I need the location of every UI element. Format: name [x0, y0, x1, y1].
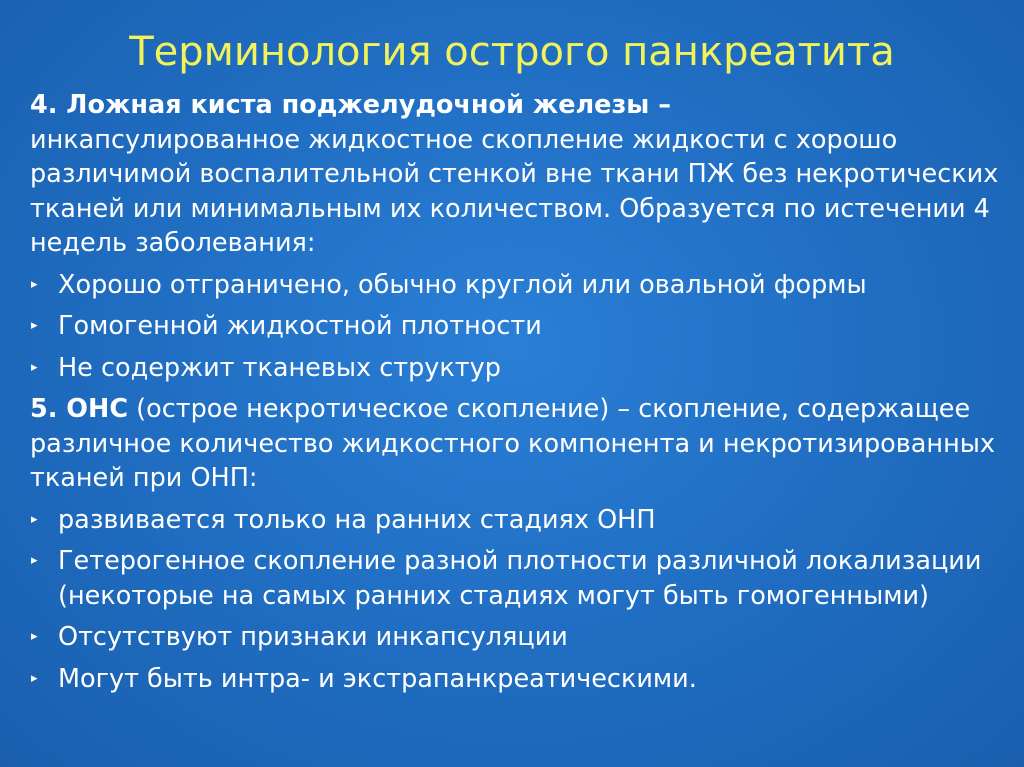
bullet-text: Хорошо отграничено, обычно круглой или овальной формы: [58, 269, 867, 300]
bullet-text: Гетерогенное скопление разной плотности различной локализации (некоторые на самых ранних стадиях могут быть гомогенными): [58, 546, 982, 611]
bullet-text: Не содержит тканевых структур: [58, 352, 501, 383]
bullet-arrow-icon: ▸: [31, 553, 38, 568]
bullet-arrow-icon: ▸: [31, 359, 38, 375]
bullet-arrow-icon: ▸: [31, 511, 38, 527]
bullet-arrow-icon: ▸: [31, 318, 38, 333]
list-item: [30, 351, 1005, 386]
bullet-arrow-icon: ▸: [31, 629, 38, 644]
heading-dash: –: [649, 90, 671, 120]
section-text-pseudocyst: инкапсулированное жидкостное скопление жидкости с хорошо различимой воспалительной стенкой вне ткани ПЖ без некротических тканей или минимальным их количеством. Образуется по истечении 4 недель заболевания:: [30, 124, 999, 258]
list-item: [30, 620, 1005, 655]
section-ons: [30, 392, 1005, 496]
list-item: [30, 544, 1005, 613]
section-heading-pseudocyst: 4. Ложная киста поджелудочной железы: [30, 90, 650, 120]
list-item: [30, 309, 1005, 344]
list-item: [30, 662, 1005, 697]
bullet-text: развивается только на ранних стадиях ОНП: [58, 504, 656, 535]
bullet-arrow-icon: ▸: [31, 276, 38, 292]
slide-title: Терминология острого панкреатита: [129, 29, 895, 75]
section-pseudocyst: [30, 88, 1005, 261]
section-text-ons: (острое некротическое скопление) – скопление, содержащее различное количество жидкостного компонента и некротизированных тканей при ОНП:: [30, 394, 995, 493]
section-heading-ons: 5. ОНС: [30, 394, 129, 424]
bullet-text: Отсутствуют признаки инкапсуляции: [58, 622, 568, 652]
list-item: [30, 268, 1005, 303]
slide-content: [30, 88, 1005, 703]
list-item: [30, 503, 1005, 538]
bullet-text: Гомогенной жидкостной плотности: [58, 311, 542, 341]
bullet-arrow-icon: ▸: [31, 670, 38, 686]
bullet-text: Могут быть интра- и экстрапанкреатическими.: [58, 663, 697, 694]
